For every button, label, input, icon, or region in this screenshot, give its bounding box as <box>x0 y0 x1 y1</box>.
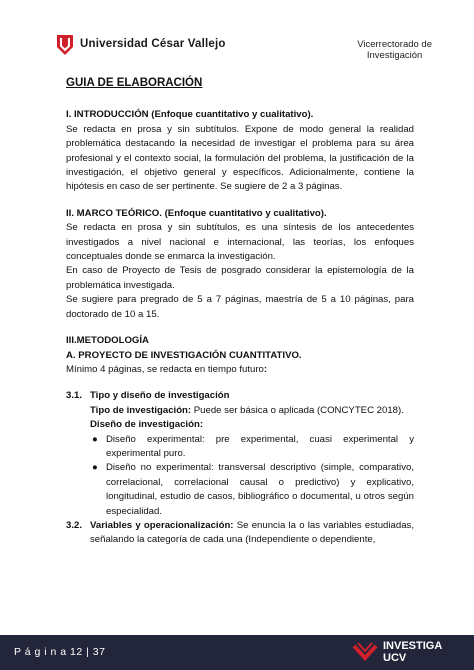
document-body <box>66 72 414 548</box>
page-title: GUIA DE ELABORACIÓN <box>66 77 203 89</box>
section-3-note <box>66 363 414 377</box>
list-item-text: Diseño experimental: pre experimental, cuasi experimental y experimental puro. <box>106 433 414 459</box>
university-name: Universidad César Vallejo <box>80 38 226 50</box>
note-text: Mínimo 4 páginas, se redacta en tiempo futuro <box>66 363 264 375</box>
page-footer <box>0 635 474 670</box>
tipo-value: Puede ser básica o aplicada (CONCYTEC 2018). <box>191 404 404 416</box>
section-2-paragraph-1: Se redacta en prosa y sin subtítulos, es una síntesis de los antecedentes investigados a nivel nacional e internacional, las teorías, los enfoques conceptuales donde se enmarca la investigación. <box>66 222 414 263</box>
item-3-2 <box>66 519 414 548</box>
item-3-2-number: 3.2. <box>66 519 83 531</box>
section-2-heading: II. MARCO TEÓRICO. (Enfoque cuantitativo y cualitativo). <box>66 207 327 219</box>
vice-line1: Vicerrectorado de <box>357 39 432 50</box>
section-1-body: Se redacta en prosa y sin subtítulos. Expone de modo general la realidad problemática destacando la necesidad de investigar el problema para su área profesional y el contexto social, la formulación del problema, la justificación de la investigación, el objetivo general y específicos. Adicionalmente, contiene la hipótesis en caso de ser pertinente. Se sugiere de 2 a 3 páginas. <box>66 123 414 193</box>
list-item-text: Diseño no experimental: transversal descriptivo (simple, comparativo, correlacional, correlacional causal o predictivo) y explicativo, longitudinal, estudio de casos, bibliográfico o documental, u otros según especialidad. <box>106 462 414 517</box>
diseno-label: Diseño de investigación: <box>90 419 204 431</box>
bullet-icon: ● <box>92 462 98 474</box>
tipo-investigacion <box>66 404 414 418</box>
tipo-label: Tipo de investigación: <box>90 404 192 416</box>
brand-line2: UCV <box>383 652 407 664</box>
diseno-list <box>66 433 414 519</box>
section-3-heading: III.METODOLOGÍA <box>66 335 149 347</box>
section-1-heading: I. INTRODUCCIÓN (Enfoque cuantitativo y cualitativo). <box>66 109 314 121</box>
section-2-paragraph-3: Se sugiere para pregrado de 5 a 7 páginas, maestría de 5 a 10 páginas, para doctorado de 10 a 15. <box>66 294 414 320</box>
ucv-logo-icon <box>56 34 74 56</box>
bullet-icon: ● <box>92 433 98 445</box>
list-item <box>90 433 414 462</box>
item-3-2-text: Se enuncia la o las variables estudiadas, señalando la categoría de cada una (Independiente o dependiente, <box>90 519 414 546</box>
page-number: P á g i n a 12 | 37 <box>14 646 106 658</box>
investiga-logo-icon <box>352 642 378 664</box>
item-3-2-title: Variables y operacionalización: <box>90 519 234 531</box>
item-3-1-number: 3.1. <box>66 390 83 402</box>
item-3-2-content <box>90 519 414 548</box>
brand-line1: INVESTIGA <box>383 640 443 652</box>
list-item <box>90 461 414 519</box>
page-header <box>0 0 474 62</box>
investiga-brand <box>383 640 442 664</box>
item-3-1-title: Tipo y diseño de investigación <box>90 390 230 402</box>
item-3-1 <box>66 389 414 403</box>
note-colon: : <box>263 363 268 375</box>
section-2-paragraph-2: En caso de Proyecto de Tesis de posgrado considerar la epistemología de la problemática investigada. <box>66 265 414 291</box>
section-3-subheading: A. PROYECTO DE INVESTIGACIÓN CUANTITATIVO. <box>66 349 302 361</box>
vicerrectorado-label <box>357 39 432 61</box>
vice-line2: Investigación <box>366 50 423 61</box>
